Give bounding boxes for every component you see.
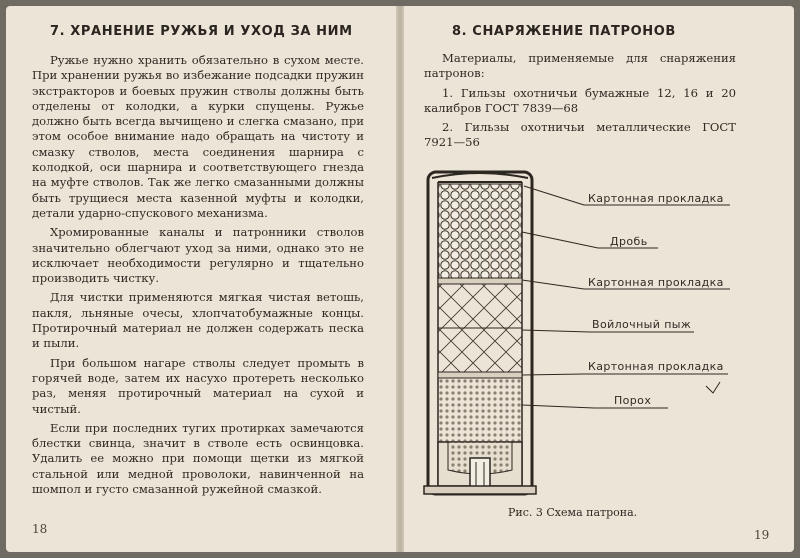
paragraph: Ружье нужно хранить обязательно в сухом месте. При хранении ружья во избежание подсадки пружин экстракторов и боевых пружин стволы должны быть отделены от колодки, а курки спущены. Ружье должно быть всегда вычищено и слегка смазано, при этом особое внимание надо обращать на чистоту и смазку стволов, места соединения шарнира с колодкой, оси шарнира и соответствующего гнезда на муфте стволов. Так же легко смазанными должны быть трущиеся места казенной муфты и колодки, детали ударно-спускового механизма. [32,53,364,220]
diagram-label-powder: Порох [614,394,652,407]
card-wad [438,372,522,378]
paragraph: Если при последних тугих протирках замечаются блестки свинца, значит в стволе есть освинцовка. Удалить ее можно при помощи щетки из мягкой стальной или медной проволоки, навинченной на шомпол и густо смазанной ружейной смазкой. [32,420,364,497]
page-number-right: 19 [754,528,770,542]
check-mark [706,382,720,393]
list-item: 1. Гильзы охотничьи бумажные 12, 16 и 20 калибров ГОСТ 7839—68 [424,85,736,115]
diagram-label-card-middle: Картонная прокладка [588,276,724,289]
intro-text: Материалы, применяемые для снаряжения патронов: [424,51,736,81]
shot-section [438,184,522,278]
paragraph: Хромированные каналы и патронники стволов значительно облегчают уход за ними, однако это не исключает необходимости регулярно и тщательно производить чистку. [32,225,364,286]
card-wad [438,278,522,284]
left-page-heading: 7. ХРАНЕНИЕ РУЖЬЯ И УХОД ЗА НИМ [50,24,353,39]
list-item: 2. Гильзы охотничьи металлические ГОСТ 7921—56 [424,120,736,150]
diagram-label-felt-wad: Войлочный пыж [592,318,692,331]
powder-section [438,378,522,442]
diagram-label-card-top: Картонная прокладка [588,192,724,205]
right-page-heading: 8. СНАРЯЖЕНИЕ ПАТРОНОВ [452,24,676,39]
diagram-label-shot: Дробь [610,235,648,248]
paragraph: При большом нагаре стволы следует промыть в горячей воде, затем их насухо протереть несколько раз, меняя протирочный материал на сухой и чистый. [32,355,364,416]
figure-caption: Рис. 3 Схема патрона. [508,506,638,519]
page-number-left: 18 [32,522,48,536]
paragraph: Для чистки применяются мягкая чистая ветошь, пакля, льняные очесы, хлопчатобумажные концы. Протирочный материал не должен содержать песка и пыли. [32,290,364,351]
diagram-label-card-bottom: Картонная прокладка [588,360,724,373]
